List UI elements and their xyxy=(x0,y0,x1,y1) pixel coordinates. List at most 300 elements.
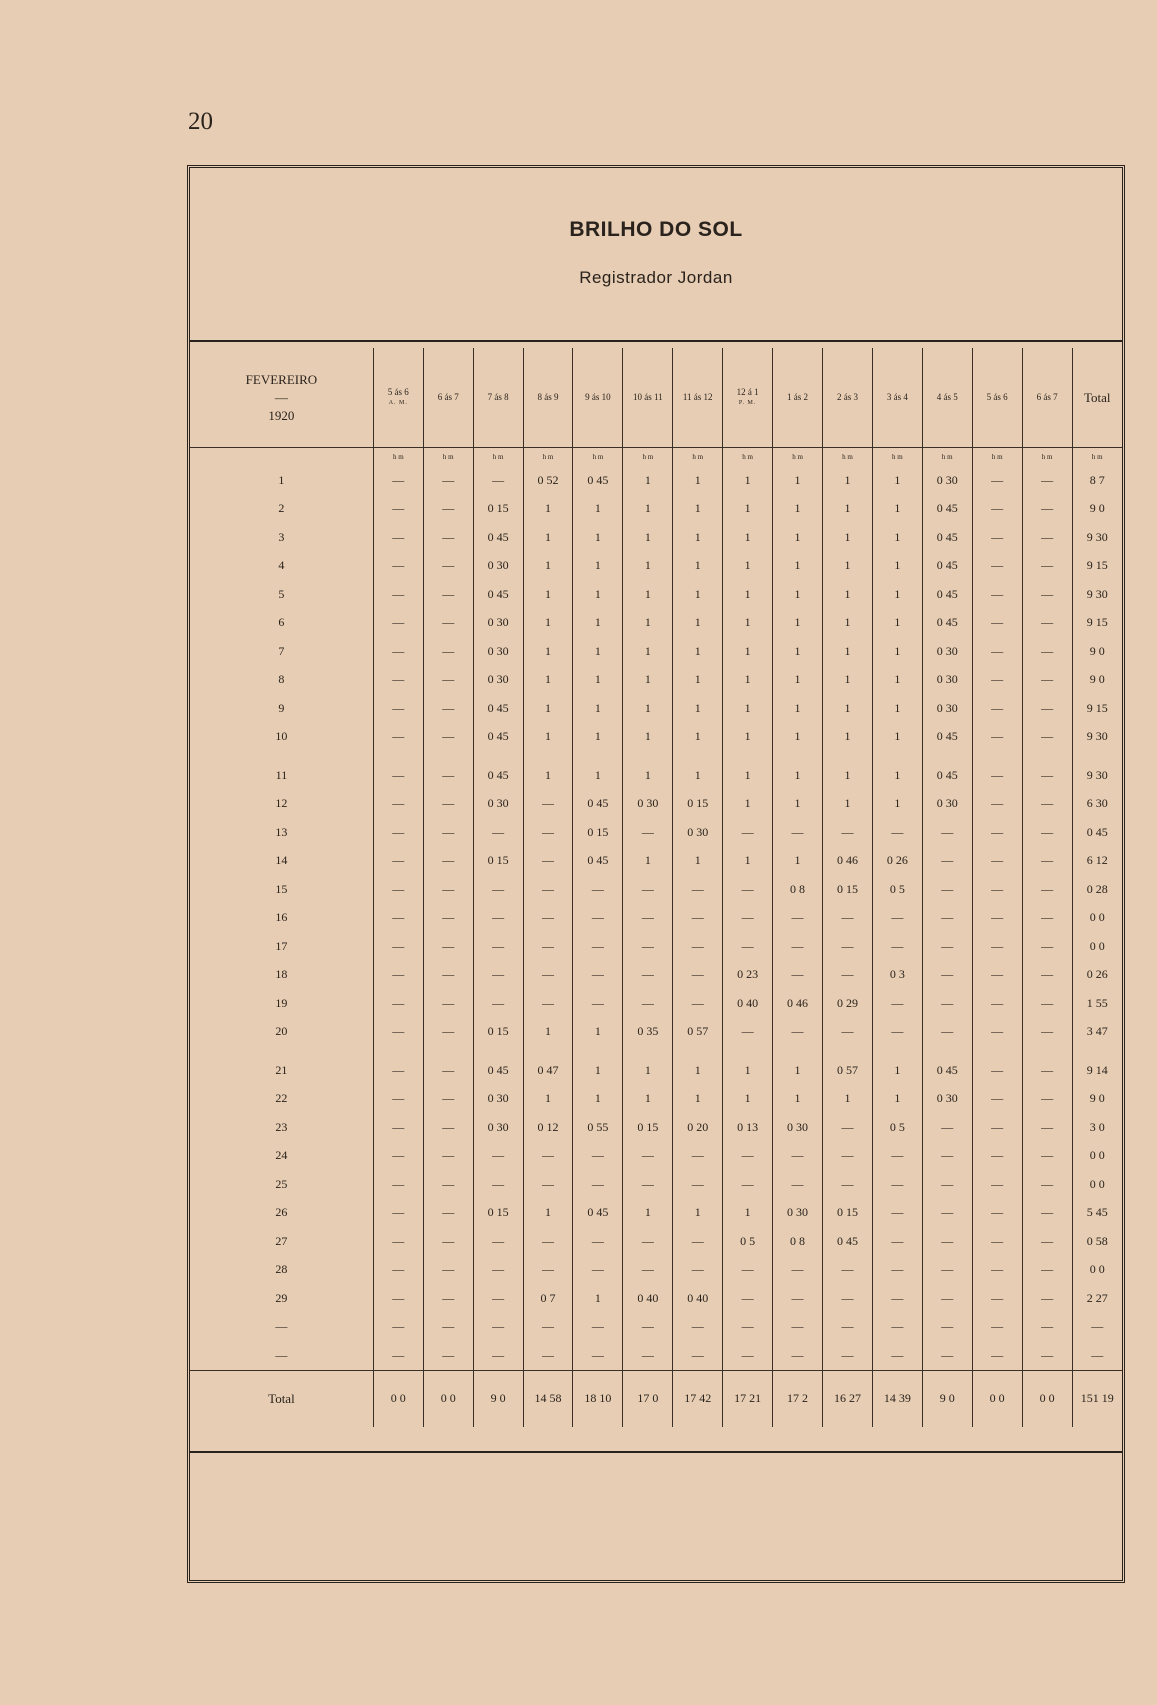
value-cell: — xyxy=(373,666,423,695)
value-cell: — xyxy=(1022,466,1072,495)
value-cell: — xyxy=(972,904,1022,933)
gap-cell xyxy=(773,751,823,761)
table-row xyxy=(190,1113,1122,1142)
value-cell: — xyxy=(623,932,673,961)
value-cell: — xyxy=(972,847,1022,876)
value-cell: 0 45 xyxy=(573,790,623,819)
value-cell: — xyxy=(473,1341,523,1370)
value-cell: — xyxy=(373,1227,423,1256)
value-cell: — xyxy=(373,932,423,961)
value-cell: — xyxy=(1022,1113,1072,1142)
value-cell: — xyxy=(1022,761,1072,790)
value-cell: 0 12 xyxy=(523,1113,573,1142)
day-cell: 27 xyxy=(275,1233,288,1248)
value-cell: — xyxy=(773,1170,823,1199)
value-cell: 1 xyxy=(773,761,823,790)
value-cell: 0 15 xyxy=(573,818,623,847)
value-cell: — xyxy=(573,1313,623,1342)
value-cell: — xyxy=(423,1056,473,1085)
page-subtitle: Registrador Jordan xyxy=(579,268,733,287)
value-cell: — xyxy=(523,1313,573,1342)
value-cell: 1 xyxy=(623,1056,673,1085)
value-cell: 0 45 xyxy=(922,580,972,609)
value-cell: — xyxy=(773,1018,823,1047)
gap-cell xyxy=(523,1046,573,1056)
value-cell: — xyxy=(922,1199,972,1228)
value-cell: — xyxy=(523,1256,573,1285)
value-cell: 0 45 xyxy=(473,694,523,723)
value-cell: 0 45 xyxy=(922,723,972,752)
value-cell: — xyxy=(922,932,972,961)
value-cell: 1 xyxy=(872,523,922,552)
row-total-cell: 0 45 xyxy=(1072,818,1122,847)
row-total-cell: 0 28 xyxy=(1072,875,1122,904)
day-cell: 2 xyxy=(278,501,285,516)
day-cell: 9 xyxy=(278,700,285,715)
value-cell: 1 xyxy=(623,580,673,609)
gap-cell xyxy=(723,1046,773,1056)
value-cell: — xyxy=(373,1284,423,1313)
value-cell: 0 8 xyxy=(773,1227,823,1256)
value-cell: — xyxy=(872,1142,922,1171)
value-cell: 1 xyxy=(623,495,673,524)
value-cell: 0 30 xyxy=(473,637,523,666)
hour-label: 3 ás 4 xyxy=(886,392,908,402)
unit-label: h m xyxy=(1022,448,1072,467)
table-row xyxy=(190,466,1122,495)
value-cell: 1 xyxy=(673,1085,723,1114)
value-cell: 1 xyxy=(523,1018,573,1047)
value-cell: 1 xyxy=(573,1284,623,1313)
value-cell: — xyxy=(773,904,823,933)
value-cell: 1 xyxy=(573,1085,623,1114)
value-cell: 0 30 xyxy=(473,1085,523,1114)
value-cell: 0 30 xyxy=(473,790,523,819)
value-cell: — xyxy=(373,1199,423,1228)
day-cell: 17 xyxy=(275,938,288,953)
hour-label: 8 ás 9 xyxy=(537,392,559,402)
value-cell: 0 55 xyxy=(573,1113,623,1142)
value-cell: — xyxy=(972,637,1022,666)
value-cell: — xyxy=(373,1113,423,1142)
grand-total-cell: 151 19 xyxy=(1072,1370,1122,1427)
value-cell: 0 45 xyxy=(473,523,523,552)
table-row xyxy=(190,1341,1122,1370)
value-cell: 1 xyxy=(523,609,573,638)
total-row-label: Total xyxy=(190,1370,373,1427)
value-cell: — xyxy=(972,790,1022,819)
hour-header xyxy=(373,348,423,448)
value-cell: 1 xyxy=(872,580,922,609)
value-cell: 0 15 xyxy=(473,847,523,876)
value-cell: — xyxy=(1022,1227,1072,1256)
value-cell: — xyxy=(423,1170,473,1199)
table-row xyxy=(190,609,1122,638)
value-cell: 1 xyxy=(673,523,723,552)
value-cell: 1 xyxy=(673,847,723,876)
unit-label: h m xyxy=(723,448,773,467)
row-total-cell: 3 47 xyxy=(1072,1018,1122,1047)
value-cell: 1 xyxy=(673,580,723,609)
value-cell: — xyxy=(773,818,823,847)
value-cell: — xyxy=(723,1256,773,1285)
table-row xyxy=(190,552,1122,581)
row-total-cell: 5 45 xyxy=(1072,1199,1122,1228)
gap-cell xyxy=(673,751,723,761)
table-row xyxy=(190,523,1122,552)
day-cell: 7 xyxy=(278,643,285,658)
value-cell: — xyxy=(623,818,673,847)
value-cell: — xyxy=(373,1142,423,1171)
value-cell: — xyxy=(373,523,423,552)
table-row xyxy=(190,1085,1122,1114)
value-cell: 1 xyxy=(523,552,573,581)
value-cell: 1 xyxy=(673,723,723,752)
value-cell: 0 23 xyxy=(723,961,773,990)
value-cell: 1 xyxy=(823,666,873,695)
row-total-cell: 8 7 xyxy=(1072,466,1122,495)
hour-header xyxy=(773,348,823,448)
value-cell: — xyxy=(373,495,423,524)
value-cell: 1 xyxy=(673,1056,723,1085)
row-total-cell: 9 0 xyxy=(1072,666,1122,695)
value-cell: 1 xyxy=(723,609,773,638)
row-total-cell: 3 0 xyxy=(1072,1113,1122,1142)
value-cell: — xyxy=(473,932,523,961)
value-cell: 1 xyxy=(773,523,823,552)
value-cell: 14 58 xyxy=(523,1370,573,1427)
value-cell: 1 xyxy=(573,723,623,752)
table-row xyxy=(190,989,1122,1018)
unit-label: h m xyxy=(373,448,423,467)
value-cell: 0 0 xyxy=(373,1370,423,1427)
value-cell: 0 45 xyxy=(922,523,972,552)
table-row xyxy=(190,580,1122,609)
hour-label: 6 ás 7 xyxy=(1036,392,1058,402)
value-cell: — xyxy=(373,989,423,1018)
value-cell: — xyxy=(623,989,673,1018)
value-cell: — xyxy=(373,552,423,581)
value-cell: — xyxy=(423,552,473,581)
value-cell: 1 xyxy=(773,847,823,876)
value-cell: — xyxy=(473,466,523,495)
table-row xyxy=(190,666,1122,695)
value-cell: 1 xyxy=(573,666,623,695)
value-cell: — xyxy=(623,1170,673,1199)
value-cell: — xyxy=(623,875,673,904)
value-cell: 1 xyxy=(623,694,673,723)
value-cell: — xyxy=(723,1341,773,1370)
value-cell: — xyxy=(1022,932,1072,961)
value-cell: 0 5 xyxy=(872,875,922,904)
row-total-cell: 9 15 xyxy=(1072,609,1122,638)
value-cell: 1 xyxy=(723,580,773,609)
value-cell: — xyxy=(523,847,573,876)
day-cell: 26 xyxy=(275,1205,288,1220)
table-row xyxy=(190,1142,1122,1171)
value-cell: — xyxy=(922,1227,972,1256)
value-cell: — xyxy=(1022,1018,1072,1047)
value-cell: 1 xyxy=(823,495,873,524)
value-cell: — xyxy=(1022,609,1072,638)
value-cell: — xyxy=(423,694,473,723)
hour-header xyxy=(673,348,723,448)
value-cell: — xyxy=(673,1256,723,1285)
value-cell: 0 47 xyxy=(523,1056,573,1085)
value-cell: 1 xyxy=(623,723,673,752)
value-cell: — xyxy=(523,1227,573,1256)
value-cell: — xyxy=(523,904,573,933)
gap-cell xyxy=(823,751,873,761)
day-cell: 4 xyxy=(278,558,285,573)
day-cell: 12 xyxy=(275,796,288,811)
value-cell: — xyxy=(423,1142,473,1171)
value-cell: — xyxy=(872,1313,922,1342)
value-cell: — xyxy=(1022,818,1072,847)
value-cell: 1 xyxy=(573,580,623,609)
table-row xyxy=(190,961,1122,990)
gap-cell xyxy=(872,751,922,761)
hour-label: 9 ás 10 xyxy=(585,392,611,402)
row-total-cell: 9 15 xyxy=(1072,694,1122,723)
value-cell: — xyxy=(473,1142,523,1171)
value-cell: — xyxy=(1022,666,1072,695)
value-cell: — xyxy=(373,818,423,847)
value-cell: 1 xyxy=(723,552,773,581)
value-cell: — xyxy=(773,1284,823,1313)
value-cell: 0 15 xyxy=(473,1018,523,1047)
row-total-cell: 0 0 xyxy=(1072,904,1122,933)
value-cell: 1 xyxy=(823,790,873,819)
gap-cell xyxy=(423,1046,473,1056)
value-cell: 0 40 xyxy=(623,1284,673,1313)
table-frame xyxy=(187,165,1125,1583)
value-cell: 18 10 xyxy=(573,1370,623,1427)
value-cell: 0 0 xyxy=(423,1370,473,1427)
value-cell: 0 52 xyxy=(523,466,573,495)
value-cell: — xyxy=(972,694,1022,723)
value-cell: — xyxy=(972,932,1022,961)
gap-cell xyxy=(1072,1046,1122,1056)
value-cell: 1 xyxy=(573,761,623,790)
value-cell: — xyxy=(623,1313,673,1342)
value-cell: — xyxy=(673,1142,723,1171)
value-cell: 17 42 xyxy=(673,1370,723,1427)
value-cell: — xyxy=(872,1018,922,1047)
value-cell: — xyxy=(922,1170,972,1199)
value-cell: — xyxy=(972,761,1022,790)
value-cell: — xyxy=(823,1018,873,1047)
value-cell: — xyxy=(423,723,473,752)
value-cell: — xyxy=(922,818,972,847)
value-cell: 1 xyxy=(723,761,773,790)
value-cell: 1 xyxy=(872,761,922,790)
value-cell: — xyxy=(823,1256,873,1285)
unit-label: h m xyxy=(473,448,523,467)
row-total-cell: 2 27 xyxy=(1072,1284,1122,1313)
value-cell: 1 xyxy=(673,466,723,495)
value-cell: — xyxy=(523,961,573,990)
value-cell: 1 xyxy=(872,637,922,666)
row-total-cell: 1 55 xyxy=(1072,989,1122,1018)
value-cell: 1 xyxy=(523,666,573,695)
value-cell: — xyxy=(723,1313,773,1342)
value-cell: — xyxy=(1022,694,1072,723)
value-cell: 0 45 xyxy=(922,552,972,581)
value-cell: 9 0 xyxy=(473,1370,523,1427)
value-cell: — xyxy=(723,875,773,904)
hour-header xyxy=(473,348,523,448)
value-cell: — xyxy=(872,1227,922,1256)
value-cell: 1 xyxy=(523,723,573,752)
value-cell: — xyxy=(1022,847,1072,876)
value-cell: 1 xyxy=(673,694,723,723)
value-cell: 1 xyxy=(823,580,873,609)
value-cell: 0 40 xyxy=(673,1284,723,1313)
value-cell: 1 xyxy=(573,523,623,552)
value-cell: — xyxy=(673,1227,723,1256)
value-cell: — xyxy=(972,1256,1022,1285)
value-cell: — xyxy=(473,961,523,990)
value-cell: 1 xyxy=(773,1085,823,1114)
hour-label: 5 ás 6 xyxy=(986,392,1008,402)
value-cell: — xyxy=(423,790,473,819)
value-cell: 0 26 xyxy=(872,847,922,876)
table-row xyxy=(190,1284,1122,1313)
hour-header xyxy=(423,348,473,448)
table-row xyxy=(190,875,1122,904)
value-cell: — xyxy=(972,552,1022,581)
value-cell: — xyxy=(972,666,1022,695)
value-cell: — xyxy=(573,1170,623,1199)
value-cell: — xyxy=(723,904,773,933)
value-cell: — xyxy=(523,818,573,847)
hour-header xyxy=(972,348,1022,448)
table-row xyxy=(190,1056,1122,1085)
value-cell: 1 xyxy=(673,637,723,666)
value-cell: — xyxy=(972,466,1022,495)
gap-cell xyxy=(723,751,773,761)
value-cell: — xyxy=(423,1085,473,1114)
value-cell: — xyxy=(922,1341,972,1370)
value-cell: — xyxy=(723,1170,773,1199)
value-cell: 1 xyxy=(773,466,823,495)
value-cell: 1 xyxy=(872,694,922,723)
table-row xyxy=(190,1256,1122,1285)
value-cell: — xyxy=(922,1256,972,1285)
value-cell: — xyxy=(773,1256,823,1285)
value-cell: — xyxy=(1022,1056,1072,1085)
value-cell: 0 57 xyxy=(823,1056,873,1085)
hour-label: 4 ás 5 xyxy=(936,392,958,402)
unit-label: h m xyxy=(1072,448,1122,467)
value-cell: — xyxy=(922,875,972,904)
row-total-cell: 9 15 xyxy=(1072,552,1122,581)
value-cell: — xyxy=(723,1142,773,1171)
unit-label: h m xyxy=(872,448,922,467)
value-cell: — xyxy=(823,1142,873,1171)
value-cell: — xyxy=(972,1227,1022,1256)
value-cell: — xyxy=(473,875,523,904)
gap-cell xyxy=(673,1046,723,1056)
value-cell: — xyxy=(1022,1341,1072,1370)
value-cell: 1 xyxy=(673,761,723,790)
gap-cell xyxy=(473,1046,523,1056)
value-cell: 1 xyxy=(723,847,773,876)
value-cell: 1 xyxy=(623,466,673,495)
notes-box xyxy=(190,1451,1122,1580)
value-cell: — xyxy=(972,523,1022,552)
hour-label: 1 ás 2 xyxy=(787,392,809,402)
value-cell: — xyxy=(373,694,423,723)
value-cell: 1 xyxy=(723,666,773,695)
value-cell: 0 46 xyxy=(823,847,873,876)
day-cell: 28 xyxy=(275,1262,288,1277)
table-row xyxy=(190,1018,1122,1047)
day-cell: — xyxy=(275,1347,288,1362)
value-cell: — xyxy=(373,466,423,495)
value-cell: — xyxy=(423,847,473,876)
row-total-cell: 6 12 xyxy=(1072,847,1122,876)
value-cell: 17 0 xyxy=(623,1370,673,1427)
value-cell: — xyxy=(723,1018,773,1047)
value-cell: 0 45 xyxy=(573,466,623,495)
period-label: A. M. xyxy=(388,399,408,406)
value-cell: 1 xyxy=(823,609,873,638)
value-cell: 1 xyxy=(723,466,773,495)
value-cell: — xyxy=(423,1256,473,1285)
value-cell: — xyxy=(473,1170,523,1199)
value-cell: — xyxy=(773,961,823,990)
gap-cell xyxy=(623,1046,673,1056)
value-cell: 1 xyxy=(523,761,573,790)
value-cell: — xyxy=(673,989,723,1018)
row-total-cell: 0 26 xyxy=(1072,961,1122,990)
value-cell: 1 xyxy=(523,637,573,666)
value-cell: — xyxy=(573,1227,623,1256)
value-cell: 1 xyxy=(872,723,922,752)
value-cell: — xyxy=(723,818,773,847)
value-cell: — xyxy=(1022,495,1072,524)
value-cell: 1 xyxy=(723,1199,773,1228)
value-cell: 1 xyxy=(523,1199,573,1228)
value-cell: 0 45 xyxy=(922,1056,972,1085)
value-cell: 1 xyxy=(623,1199,673,1228)
value-cell: 0 46 xyxy=(773,989,823,1018)
value-cell: — xyxy=(1022,1313,1072,1342)
value-cell: — xyxy=(1022,1256,1072,1285)
value-cell: 0 0 xyxy=(972,1370,1022,1427)
day-cell: 18 xyxy=(275,967,288,982)
gap-cell xyxy=(473,751,523,761)
gap-cell xyxy=(1072,751,1122,761)
value-cell: — xyxy=(473,989,523,1018)
value-cell: 1 xyxy=(823,552,873,581)
value-cell: — xyxy=(373,790,423,819)
day-cell: 13 xyxy=(275,824,288,839)
value-cell: — xyxy=(723,1284,773,1313)
value-cell: 1 xyxy=(773,552,823,581)
row-total-cell: 9 30 xyxy=(1072,523,1122,552)
row-total-cell: 9 0 xyxy=(1072,1085,1122,1114)
value-cell: — xyxy=(972,1142,1022,1171)
table-row xyxy=(190,637,1122,666)
value-cell: 0 35 xyxy=(623,1018,673,1047)
unit-label: h m xyxy=(972,448,1022,467)
value-cell: 0 30 xyxy=(773,1199,823,1228)
table-row xyxy=(190,1313,1122,1342)
value-cell: — xyxy=(1022,904,1072,933)
